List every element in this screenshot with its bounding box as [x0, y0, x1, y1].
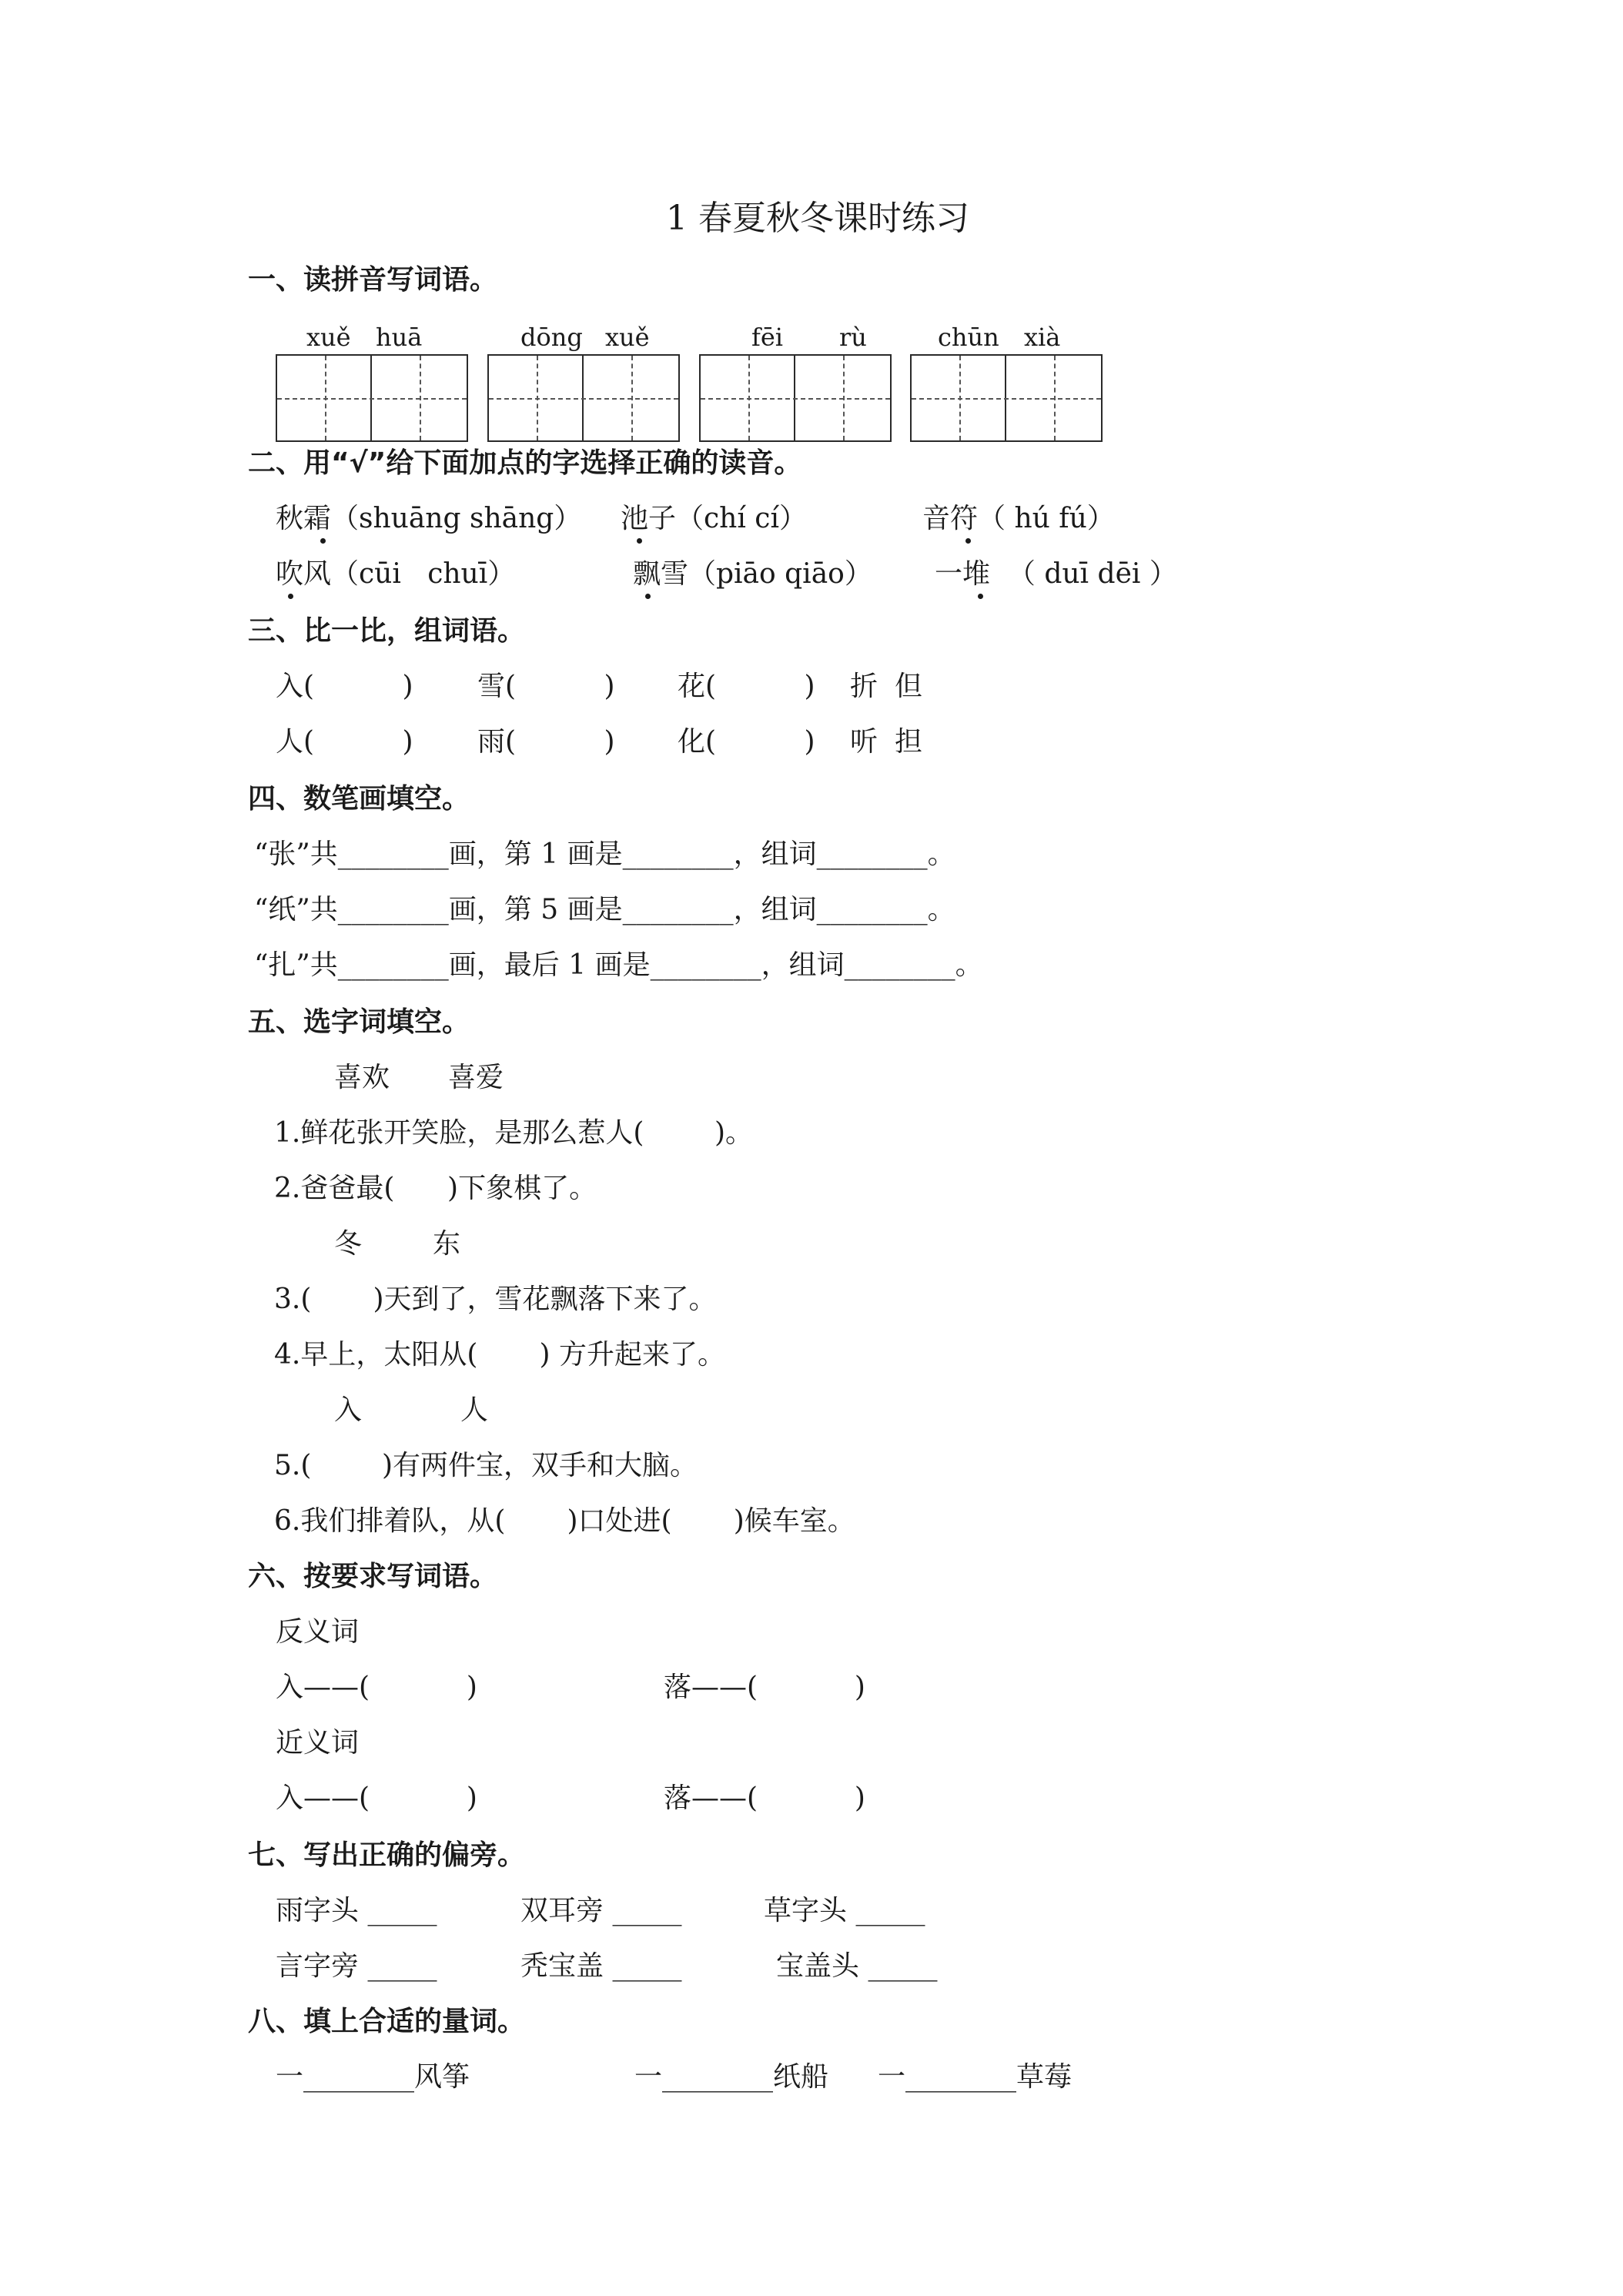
s2-item-4: 吹风（cūi chuī） — [276, 558, 516, 590]
pinyin-2b: xuě — [605, 323, 650, 352]
s4-line-3: “扎”共________画，最后 1 画是________，组词________。 — [254, 949, 983, 981]
section-2-heading: 二、用“√”给下面加点的字选择正确的读音。 — [248, 447, 802, 479]
s3-item-8: 化( ) — [678, 726, 815, 758]
s4-line-2: “纸”共________画，第 5 画是________，组词________。 — [254, 894, 955, 925]
s8-item-3: 一________草莓 — [878, 2061, 1073, 2093]
s7-item-4: 言字旁 _____ — [276, 1950, 437, 1982]
s4-line-1: “张”共________画，第 1 画是________，组词________。 — [254, 838, 955, 870]
s5-choice-1a: 喜欢 — [334, 1062, 390, 1093]
s8-item-1: 一________风筝 — [276, 2061, 470, 2093]
s7-item-1: 雨字头 _____ — [276, 1895, 437, 1926]
s5-question-2: 2.爸爸最( )下象棋了。 — [274, 1173, 597, 1204]
s6-synonym-label: 近义词 — [276, 1727, 360, 1759]
s5-question-3: 3.( )天到了，雪花飘落下来了。 — [274, 1284, 717, 1315]
emphasis-dot — [320, 538, 326, 544]
s5-choice-1b: 喜爱 — [448, 1062, 504, 1093]
section-3-heading: 三、比一比，组词语。 — [248, 615, 526, 647]
s3-item-6: 人( ) — [276, 726, 413, 758]
s5-question-6: 6.我们排着队，从( )口处进( )候车室。 — [274, 1505, 855, 1537]
section-5-heading: 五、选字词填空。 — [248, 1006, 470, 1038]
s7-item-2: 双耳旁 _____ — [520, 1895, 682, 1926]
pinyin-3a: fēi — [751, 323, 784, 352]
s3-item-10: 担 — [895, 726, 923, 758]
s5-choice-3b: 人 — [460, 1394, 489, 1426]
emphasis-dot — [645, 594, 651, 599]
s5-choice-2a: 冬 — [334, 1228, 363, 1260]
writing-box-3[interactable] — [699, 354, 892, 442]
s2-item-1: 秋霜（shuāng shāng） — [276, 503, 582, 534]
s3-item-9: 听 — [850, 726, 878, 758]
section-4-heading: 四、数笔画填空。 — [248, 783, 470, 815]
s5-choice-2b: 东 — [433, 1228, 461, 1260]
s6-synonym-2: 落——( ) — [664, 1782, 865, 1814]
s5-question-1: 1.鲜花张开笑脸，是那么惹人( )。 — [274, 1117, 753, 1149]
s8-item-2: 一________纸船 — [634, 2061, 829, 2093]
writing-box-1[interactable] — [276, 354, 468, 442]
s6-antonym-1: 入——( ) — [276, 1672, 477, 1703]
pinyin-3b: rù — [839, 323, 867, 352]
s3-item-3: 花( ) — [678, 671, 815, 702]
s6-antonym-label: 反义词 — [276, 1616, 360, 1648]
section-1-heading: 一、读拼音写词语。 — [248, 264, 498, 296]
emphasis-dot — [288, 594, 293, 599]
s6-synonym-1: 入——( ) — [276, 1782, 477, 1814]
section-6-heading: 六、按要求写词语。 — [248, 1561, 498, 1592]
s5-choice-3a: 入 — [334, 1394, 363, 1426]
s3-item-4: 折 — [850, 671, 878, 702]
s7-item-6: 宝盖头 _____ — [776, 1950, 938, 1982]
s7-item-3: 草字头 _____ — [764, 1895, 925, 1926]
pinyin-1b: huā — [376, 323, 423, 352]
s3-item-2: 雪( ) — [477, 671, 615, 702]
pinyin-4a: chūn — [938, 323, 999, 352]
s5-question-4: 4.早上，太阳从( ) 方升起来了。 — [274, 1339, 725, 1371]
s2-item-6: 一堆 （ duī dēi ） — [935, 558, 1177, 590]
s3-item-5: 但 — [895, 671, 923, 702]
pinyin-4b: xià — [1024, 323, 1061, 352]
writing-box-2[interactable] — [487, 354, 680, 442]
emphasis-dot — [978, 594, 983, 599]
s2-item-3: 音符（ hú fú） — [922, 503, 1115, 534]
s3-item-7: 雨( ) — [477, 726, 615, 758]
emphasis-dot — [965, 538, 971, 544]
page-title: 1 春夏秋冬课时练习 — [666, 199, 969, 238]
s3-item-1: 入( ) — [276, 671, 413, 702]
section-8-heading: 八、填上合适的量词。 — [248, 2006, 526, 2037]
section-7-heading: 七、写出正确的偏旁。 — [248, 1839, 526, 1871]
emphasis-dot — [637, 538, 642, 544]
writing-box-4[interactable] — [910, 354, 1103, 442]
pinyin-1a: xuě — [306, 323, 351, 352]
s7-item-5: 秃宝盖 _____ — [520, 1950, 682, 1982]
pinyin-2a: dōng — [520, 323, 583, 352]
s2-item-2: 池子（chí cí） — [621, 503, 807, 534]
s2-item-5: 飘雪（piāo qiāo） — [633, 558, 872, 590]
s5-question-5: 5.( )有两件宝，双手和大脑。 — [274, 1450, 698, 1481]
s6-antonym-2: 落——( ) — [664, 1672, 865, 1703]
